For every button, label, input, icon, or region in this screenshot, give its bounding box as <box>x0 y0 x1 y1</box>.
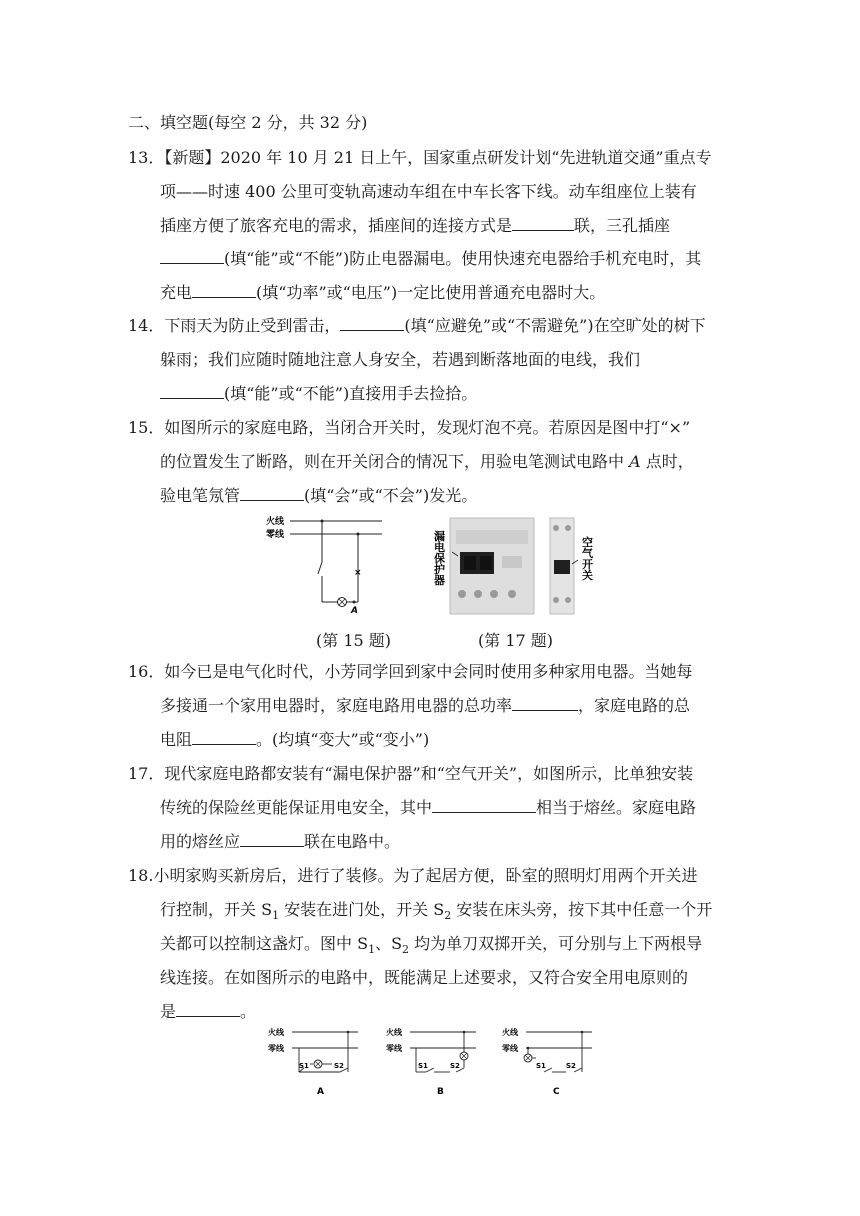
q16-text-1: 如今已是电气化时代，小芳同学回到家中会同时使用多种家用电器。当她每 <box>164 662 693 681</box>
fig18-option-b: B <box>437 1087 444 1097</box>
fig15-switch <box>318 562 322 574</box>
q14-line-1 <box>128 316 706 336</box>
q15-text-3a: 验电笔氖管 <box>160 486 241 505</box>
q18-text-5b: 。 <box>240 1002 257 1021</box>
fig18-a-s1: S1 <box>299 1062 309 1070</box>
q18-number: 18. <box>128 866 154 885</box>
figure-17-photos <box>432 516 602 618</box>
q16-line-2 <box>160 696 690 716</box>
fig18-option-c: C <box>553 1087 560 1097</box>
fig18-b-live-label: 火线 <box>386 1028 402 1037</box>
fig15-neutral-label: 零线 <box>266 530 285 540</box>
q16-line-3 <box>160 730 429 750</box>
fig18-circuit-a <box>268 1027 358 1097</box>
fig17-breaker-switch <box>554 560 570 574</box>
q13-text-1: 【新题】2020 年 10 月 21 日上午，国家重点研发计划“先进轨道交通”重点专 <box>164 148 712 167</box>
fig18-c-neutral-label: 零线 <box>502 1044 518 1053</box>
fig18-a-s2: S2 <box>334 1062 344 1070</box>
q17-line-2 <box>160 798 696 818</box>
q13-text-5a: 充电 <box>160 283 193 302</box>
figure-15-circuit <box>262 512 392 618</box>
q13-text-4b: (填“能”或“不能”)防止电器漏电。使用快速充电器给手机充电时，其 <box>224 249 702 268</box>
q13-blank-1[interactable] <box>512 216 574 231</box>
q18-blank-1[interactable] <box>176 1002 240 1017</box>
fig18-a-live-label: 火线 <box>268 1028 284 1037</box>
fig18-circuit-c <box>502 1027 592 1097</box>
q18-sub-1: 1 <box>272 909 280 923</box>
q18-line-4: 线连接。在如图所示的电路中，既能满足上述要求，又符合安全用电原则的 <box>160 968 689 987</box>
q18-line-2 <box>160 900 712 926</box>
q15-point-a: A <box>629 452 641 471</box>
q18-sub-3: 1 <box>368 943 376 957</box>
q15-text-2a: 的位置发生了断路，则在开关闭合的情况下，用验电笔测试电路中 <box>160 452 630 471</box>
fig18-circuit-b <box>386 1027 476 1097</box>
q14-number: 14． <box>128 316 165 335</box>
q13-line-2: 项——时速 400 公里可变轨高速动车组在中车长客下线。动车组座位上装有 <box>160 182 697 201</box>
figure-18-circuits <box>266 1024 596 1100</box>
q18-text-2a: 行控制，开关 S <box>160 900 273 919</box>
q18-text-2c: 安装在床头旁，按下其中任意一个开 <box>451 900 713 919</box>
fig18-b-s1: S1 <box>418 1062 428 1070</box>
fig17-right-label: 空气开关 <box>582 536 593 582</box>
q14-line-2: 躲雨；我们应随时随地注意人身安全，若遇到断落地面的电线，我们 <box>160 350 641 369</box>
q14-line-3 <box>160 384 477 404</box>
q13-text-3b: 联，三孔插座 <box>574 216 671 235</box>
fig15-caption: (第 15 题) <box>316 631 392 650</box>
fig15-break-mark: × <box>354 568 362 578</box>
q16-text-2a: 多接通一个家用电器时，家庭电路用电器的总功率 <box>160 696 513 715</box>
q16-text-3b: 。(均填“变大”或“变小”) <box>256 730 430 749</box>
fig18-option-a: A <box>317 1087 324 1097</box>
q18-line-1 <box>128 866 697 886</box>
q18-line-3 <box>160 934 702 960</box>
q15-line-2 <box>160 452 694 472</box>
q17-text-3b: 联在电路中。 <box>304 832 401 851</box>
q14-text-3b: (填“能”或“不能”)直接用手去捡拾。 <box>224 384 478 403</box>
q13-number: 13． <box>128 148 165 167</box>
q15-blank-1[interactable] <box>240 486 304 501</box>
fig18-b-neutral-label: 零线 <box>386 1044 402 1053</box>
q13-text-3a: 插座方便了旅客充电的需求，插座间的连接方式是 <box>160 216 513 235</box>
q17-line-3 <box>160 832 400 852</box>
fig15-live-label: 火线 <box>266 517 285 527</box>
q16-line-1 <box>128 662 692 682</box>
fig18-c-live-label: 火线 <box>502 1028 518 1037</box>
q18-text-3: 关都可以控制这盏灯。图中 S <box>160 934 369 953</box>
q17-text-1: 现代家庭电路都安装有“漏电保护器”和“空气开关”，如图所示，比单独安装 <box>164 764 694 783</box>
fig18-a-neutral-label: 零线 <box>268 1044 284 1053</box>
q15-number: 15． <box>128 418 165 437</box>
q16-text-2b: ，家庭电路的总 <box>578 696 691 715</box>
q17-text-3a: 用的熔丝应 <box>160 832 241 851</box>
fig15-point-label: A <box>351 606 358 616</box>
q14-blank-1[interactable] <box>340 316 404 331</box>
q13-blank-2[interactable] <box>160 249 224 264</box>
fig18-c-s1: S1 <box>536 1062 546 1070</box>
q18-text-3e: 均为单刀双掷开关，可分别与上下两根导 <box>409 934 703 953</box>
q13-blank-3[interactable] <box>192 283 256 298</box>
fig17-left-label: 漏电保护器 <box>434 530 445 587</box>
q15-text-1: 如图所示的家庭电路，当闭合开关时，发现灯泡不亮。若原因是图中打“×” <box>164 418 691 437</box>
fig15-point-a-dot <box>353 601 356 604</box>
q15-line-3 <box>160 486 477 506</box>
q13-line-3 <box>160 216 670 236</box>
q13-line-1 <box>128 148 712 168</box>
q15-line-1 <box>128 418 690 438</box>
q14-text-1a: 下雨天为防止受到雷击， <box>164 316 341 335</box>
q17-text-2a: 传统的保险丝更能保证用电安全，其中 <box>160 798 433 817</box>
q17-text-2b: 相当于熔丝。家庭电路 <box>536 798 697 817</box>
q15-text-2b: 点时， <box>640 452 694 471</box>
q13-line-4 <box>160 249 701 269</box>
q13-line-5 <box>160 283 605 303</box>
q16-blank-1[interactable] <box>512 696 578 711</box>
q18-sub-2: 2 <box>444 909 452 923</box>
fig17-caption: (第 17 题) <box>478 631 554 650</box>
q18-line-5 <box>160 1002 256 1022</box>
q16-text-3a: 电阻 <box>160 730 193 749</box>
fig18-c-s2: S2 <box>566 1062 576 1070</box>
q17-blank-2[interactable] <box>240 832 304 847</box>
q17-line-1 <box>128 764 693 784</box>
q18-sub-4: 2 <box>402 943 410 957</box>
section-title: 二、填空题(每空 2 分，共 32 分) <box>128 113 368 132</box>
q14-blank-2[interactable] <box>160 384 224 399</box>
q18-text-1: 小明家购买新房后，进行了装修。为了起居方便，卧室的照明灯用两个开关进 <box>153 866 698 885</box>
q16-blank-2[interactable] <box>192 730 256 745</box>
fig18-b-s2: S2 <box>450 1062 460 1070</box>
q17-number: 17． <box>128 764 165 783</box>
q18-text-3m: 、S <box>375 934 403 953</box>
q17-blank-1[interactable] <box>432 798 536 813</box>
q18-text-2b: 安装在进门处，开关 S <box>279 900 445 919</box>
q13-text-5b: (填“功率”或“电压”)一定比使用普通充电器时大。 <box>256 283 606 302</box>
q14-text-1b: (填“应避免”或“不需避免”)在空旷处的树下 <box>404 316 706 335</box>
q18-text-5a: 是 <box>160 1002 177 1021</box>
q16-number: 16． <box>128 662 165 681</box>
q15-text-3b: (填“会”或“不会”)发光。 <box>304 486 478 505</box>
